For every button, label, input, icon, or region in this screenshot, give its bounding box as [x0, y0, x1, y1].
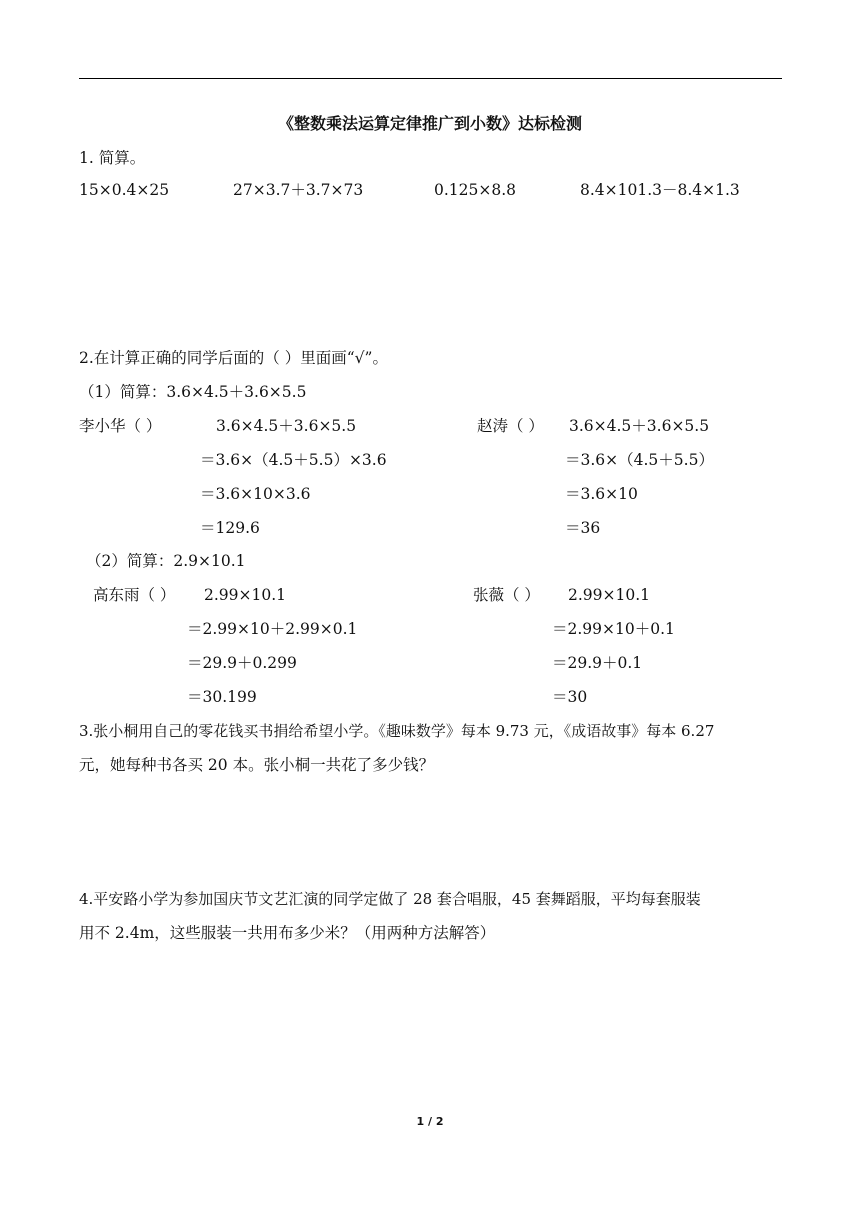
student-name-zhao-tao: 赵涛（ ） — [477, 417, 544, 435]
q2-heading: 2.在计算正确的同学后面的（ ）里面画“√”。 — [79, 349, 388, 367]
q1-item-2: 27×3.7＋3.7×73 — [233, 181, 364, 199]
q1-item-4: 8.4×101.3－8.4×1.3 — [580, 181, 740, 199]
q1-item-3: 0.125×8.8 — [434, 181, 517, 199]
work-line: ＝30 — [552, 688, 588, 706]
student-name-gao-dongyu: 高东雨（ ） — [93, 586, 176, 604]
work-line: ＝3.6×（4.5＋5.5）×3.6 — [200, 451, 387, 469]
page-number: 1 / 2 — [416, 1115, 444, 1128]
work-line: ＝30.199 — [187, 688, 257, 706]
work-line: 2.99×10.1 — [204, 586, 287, 604]
q1-heading: 1. 简算。 — [79, 149, 146, 167]
work-line: ＝3.6×10×3.6 — [200, 485, 311, 503]
work-line: ＝3.6×（4.5＋5.5） — [565, 451, 714, 469]
q4-text-line-2: 用不 2.4m，这些服装一共用布多少米？（用两种方法解答） — [79, 924, 496, 942]
work-line: ＝29.9＋0.299 — [187, 654, 297, 672]
q4-text-line-1: 4.平安路小学为参加国庆节文艺汇演的同学定做了 28 套合唱服，45 套舞蹈服，平均每套服装 — [79, 890, 701, 908]
header-rule — [79, 78, 782, 79]
work-line: ＝29.9＋0.1 — [552, 654, 643, 672]
work-line: ＝36 — [565, 519, 601, 537]
q1-item-1: 15×0.4×25 — [79, 181, 170, 199]
work-line: ＝2.99×10＋2.99×0.1 — [187, 620, 358, 638]
work-line: 3.6×4.5＋3.6×5.5 — [216, 417, 357, 435]
work-line: ＝2.99×10＋0.1 — [552, 620, 675, 638]
q2-part1-label: （1）简算：3.6×4.5＋3.6×5.5 — [79, 383, 307, 401]
work-line: ＝3.6×10 — [565, 485, 638, 503]
q3-text-line-2: 元，她每种书各买 20 本。张小桐一共花了多少钱？ — [79, 756, 435, 774]
student-name-zhang-wei: 张薇（ ） — [473, 586, 540, 604]
work-line: ＝129.6 — [200, 519, 260, 537]
work-line: 2.99×10.1 — [568, 586, 651, 604]
q3-text-line-1: 3.张小桐用自己的零花钱买书捐给希望小学。《趣味数学》每本 9.73 元，《成语故事》每本 6.27 — [79, 722, 715, 740]
page-title: 《整数乘法运算定律推广到小数》达标检测 — [277, 114, 582, 133]
work-line: 3.6×4.5＋3.6×5.5 — [569, 417, 710, 435]
q2-part2-label: （2）简算：2.9×10.1 — [86, 552, 246, 570]
student-name-li-xiaohua: 李小华（ ） — [79, 417, 162, 435]
